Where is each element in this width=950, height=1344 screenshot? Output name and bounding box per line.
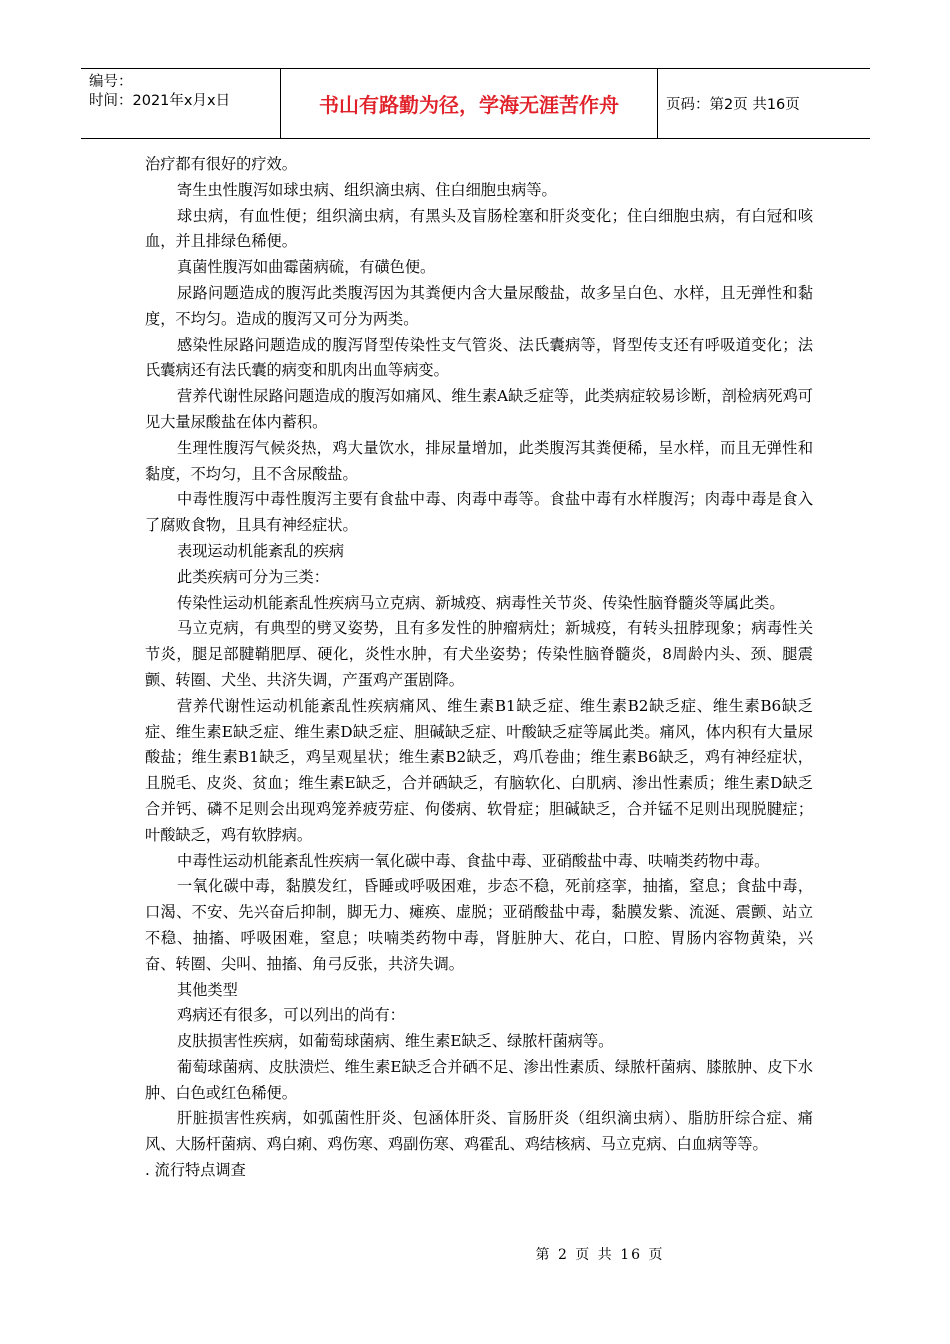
paragraph: 生理性腹泻气候炎热，鸡大量饮水，排尿量增加，此类腹泻其粪便稀，呈水样，而且无弹性和黏度，不均匀，且不含尿酸盐。 (145, 438, 813, 483)
paragraph: 真菌性腹泻如曲霉菌病硫，有磺色便。 (177, 258, 436, 277)
paragraph: 中毒性腹泻中毒性腹泻主要有食盐中毒、肉毒中毒等。食盐中毒有水样腹泻；肉毒中毒是食入了腐败食物，且具有神经症状。 (145, 490, 813, 535)
paragraph: 治疗都有很好的疗效。 (145, 155, 297, 173)
paragraph: 尿路问题造成的腹泻此类腹泻因为其粪便内含大量尿酸盐，故多呈白色、水样，且无弹性和黏度，不均匀。造成的腹泻又可分为两类。 (145, 283, 813, 328)
paragraph: 一氧化碳中毒，黏膜发红，昏睡或呼吸困难，步态不稳，死前痉挛，抽搐，窒息；食盐中毒，口渴、不安、先兴奋后抑制，脚无力、瘫痪、虚脱；亚硝酸盐中毒，黏膜发紫、流涎、震颤、站立不稳、抽搐、呼吸困难，窒息；呋喃类药物中毒，肾脏肿大、花白，口腔、胃肠内容物黄染，兴奋、转圈、尖叫、抽搐、角弓反张，共济失调。 (145, 877, 813, 973)
document-body (145, 152, 813, 1184)
date-label: 时间：2021年x月x日 (89, 93, 231, 109)
paragraph: 皮肤损害性疾病，如葡萄球菌病、维生素E缺乏、绿脓杆菌病等。 (177, 1032, 614, 1051)
footer-page-number: 第 2 页 共 16 页 (535, 1247, 665, 1263)
page-header (81, 68, 870, 139)
header-meta (81, 69, 281, 138)
paragraph: 葡萄球菌病、皮肤溃烂、维生素E缺乏合并硒不足、渗出性素质、绿脓杆菌病、膝脓肿、皮下水肿、白色或红色稀便。 (145, 1057, 813, 1102)
paragraph: 感染性尿路问题造成的腹泻肾型传染性支气管炎、法氏囊病等，肾型传支还有呼吸道变化；法氏囊病还有法氏囊的病变和肌肉出血等病变。 (145, 335, 813, 380)
paragraph: 球虫病，有血性便；组织滴虫病，有黑头及盲肠栓塞和肝炎变化；住白细胞虫病，有白冠和咳血，并且排绿色稀便。 (145, 206, 813, 251)
paragraph: 表现运动机能紊乱的疾病 (177, 541, 345, 560)
header-page-label: 页码：第2页 共16页 (666, 97, 800, 113)
paragraph: 营养代谢性运动机能紊乱性疾病痛风、维生素B1缺乏症、维生素B2缺乏症、维生素B6缺乏症、维生素E缺乏症、维生素D缺乏症、胆碱缺乏症、叶酸缺乏症等属此类。痛风，体内积有大量尿酸盐；维生素B1缺乏，鸡呈观星状；维生素B2缺乏，鸡爪卷曲；维生素B6缺乏，鸡有神经症状，且脱毛、皮炎、贫血；维生素E缺乏，合并硒缺乏，有脑软化、白肌病、渗出性素质；维生素D缺乏合并钙、磷不足则会出现鸡笼养疲劳症、佝偻病、软骨症；胆碱缺乏，合并锰不足则出现脱腱症；叶酸缺乏，鸡有软脖病。 (145, 696, 813, 844)
serial-label: 编号： (89, 74, 133, 90)
paragraph: 马立克病，有典型的劈叉姿势，且有多发性的肿瘤病灶；新城疫，有转头扭脖现象；病毒性关节炎，腿足部腱鞘肥厚、硬化，炎性水肿，有犬坐姿势；传染性脑脊髓炎，8周龄内头、颈、腿震颤、转圈、犬坐、共济失调，产蛋鸡产蛋剧降。 (145, 619, 813, 689)
paragraph: 营养代谢性尿路问题造成的腹泻如痛风、维生素A缺乏症等，此类病症较易诊断，剖检病死鸡可见大量尿酸盐在体内蓄积。 (145, 387, 813, 431)
paragraph: 肝脏损害性疾病，如弧菌性肝炎、包涵体肝炎、盲肠肝炎（组织滴虫病）、脂肪肝综合症、痛风、大肠杆菌病、鸡白痢、鸡伤寒、鸡副伤寒、鸡霍乱、鸡结核病、马立克病、白血病等等。 (145, 1109, 813, 1154)
paragraph: 鸡病还有很多，可以列出的尚有： (177, 1006, 405, 1025)
paragraph: . 流行特点调查 (145, 1161, 246, 1180)
paragraph: 其他类型 (177, 980, 238, 999)
page-footer (0, 1244, 950, 1264)
paragraph: 此类疾病可分为三类： (177, 567, 329, 586)
header-motto: 书山有路勤为径，学海无涯苦作舟 (281, 69, 658, 138)
paragraph: 中毒性运动机能紊乱性疾病一氧化碳中毒、食盐中毒、亚硝酸盐中毒、呋喃类药物中毒。 (177, 851, 770, 870)
paragraph: 传染性运动机能紊乱性疾病马立克病、新城疫、病毒性关节炎、传染性脑脊髓炎等属此类。 (177, 593, 785, 612)
paragraph: 寄生虫性腹泻如球虫病、组织滴虫病、住白细胞虫病等。 (177, 180, 557, 199)
